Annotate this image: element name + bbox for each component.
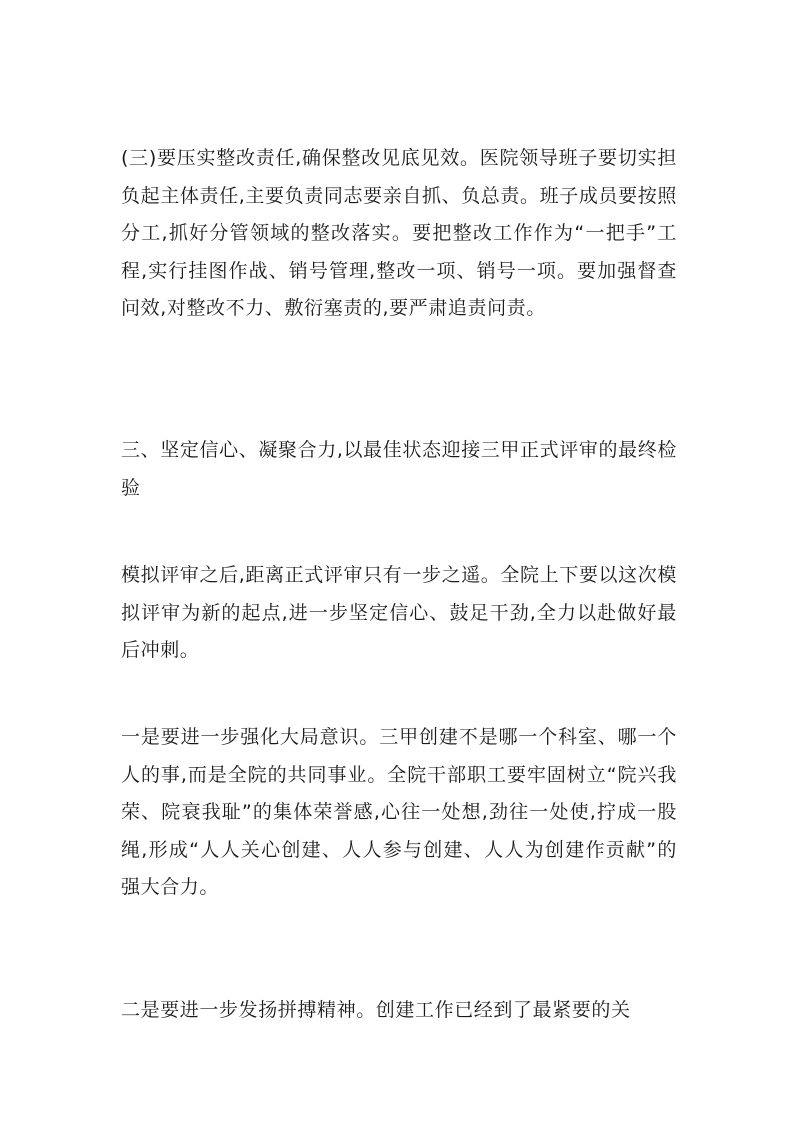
section-heading-three: 三、坚定信心、凝聚合力,以最佳状态迎接三甲正式评审的最终检验	[121, 439, 677, 499]
paragraph-fighting-spirit: 二是要进一步发扬拼搏精神。创建工作已经到了最紧要的关	[121, 999, 631, 1021]
paragraph-rectification-responsibility: (三)要压实整改责任,确保整改见底见效。医院领导班子要切实担负起主体责任,主要负责同志要亲自抓、负总责。班子成员要按照分工,抓好分管领域的整改落实。要把整改工作作为“一把手”工程,实行挂图作战、销号管理,整改一项、销号一项。要加强督查问效,对整改不力、敷衍塞责的,要严肃追责问责。	[121, 147, 677, 319]
paragraph-mock-review: 模拟评审之后,距离正式评审只有一步之遥。全院上下要以这次模拟评审为新的起点,进一步坚定信心、鼓足干劲,全力以赴做好最后冲刺。	[121, 564, 677, 661]
paragraph-overall-awareness: 一是要进一步强化大局意识。三甲创建不是哪一个科室、哪一个人的事,而是全院的共同事业。全院干部职工要牢固树立“院兴我荣、院衰我耻”的集体荣誉感,心往一处想,劲往一处使,拧成一股绳,形成“人人关心创建、人人参与创建、人人为创建作贡献”的强大合力。	[121, 726, 677, 898]
